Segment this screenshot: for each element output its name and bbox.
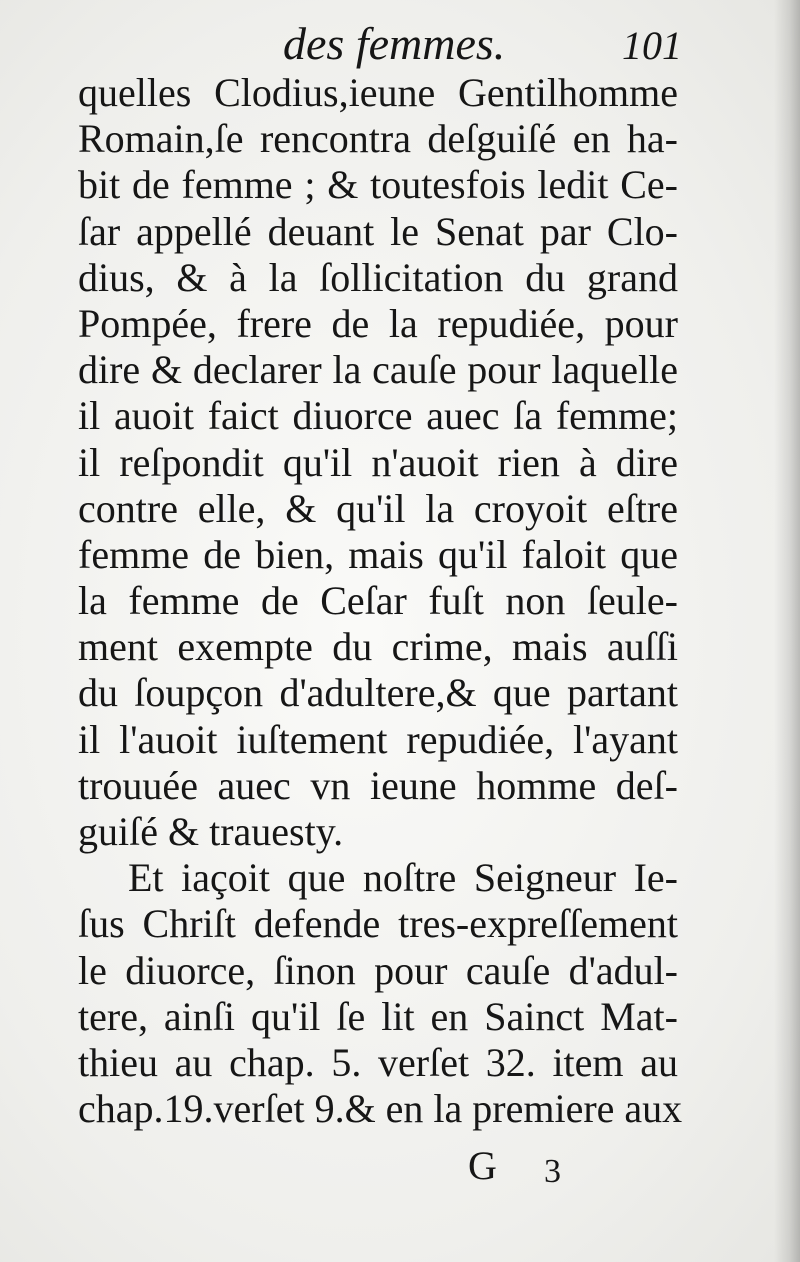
page-edge-shadow [774, 0, 800, 1262]
paragraph-2 [78, 855, 683, 1132]
text-line: tere, ainſi qu'il ſe lit en Sainct Mat- [78, 993, 678, 1039]
signature-mark [460, 1142, 580, 1192]
text-line: Pompée, frere de la repudiée, pour [78, 300, 678, 346]
text-line: il reſpondit qu'il n'auoit rien à dire [78, 439, 678, 485]
text-line: ſus Chriſt defende tres-expreſſement [78, 901, 678, 947]
text-line: la femme de Ceſar fuſt non ſeule- [78, 578, 678, 624]
text-line: contre elle, & qu'il la croyoit eſtre [78, 485, 678, 531]
text-line: dius, & à la ſollicitation du grand [78, 254, 678, 300]
signature-number: 3 [544, 1153, 561, 1190]
text-line: trouuée auec vn ieune homme deſ- [78, 762, 678, 808]
text-line: du ſoupçon d'adultere,& que partant [78, 670, 678, 716]
text-line: thieu au chap. 5. verſet 32. item au [78, 1039, 678, 1085]
page-number: 101 [622, 23, 682, 68]
text-line: le diuorce, ſinon pour cauſe d'adul- [78, 947, 678, 993]
text-line: quelles Clodius,ieune Gentilhomme [78, 70, 678, 115]
text-line: il auoit faict diuorce auec ſa femme; [78, 393, 678, 439]
text-line: guiſé & trauesty. [78, 809, 344, 854]
running-head [0, 14, 800, 74]
signature-letter: G [468, 1143, 497, 1188]
paragraph-1 [78, 70, 678, 855]
text-line: ment exempte du crime, mais auſſi [78, 624, 678, 670]
text-line: ſar appellé deuant le Senat par Clo- [78, 208, 678, 254]
text-line: Romain,ſe rencontra deſguiſé en ha- [78, 116, 678, 162]
text-line: femme de bien, mais qu'il faloit que [78, 531, 678, 577]
text-line: chap.19.verſet 9.& en la premiere aux [78, 1086, 683, 1132]
body-text [78, 70, 683, 1132]
text-line: dire & declarer la cauſe pour laquelle [78, 347, 678, 393]
text-line: Et iaçoit que noſtre Seigneur Ie- [128, 855, 678, 901]
running-title: des femmes. [283, 18, 506, 69]
text-line: bit de femme ; & toutesfois ledit Ce- [78, 162, 678, 208]
text-line: il l'auoit iuſtement repudiée, l'ayant [78, 716, 678, 762]
